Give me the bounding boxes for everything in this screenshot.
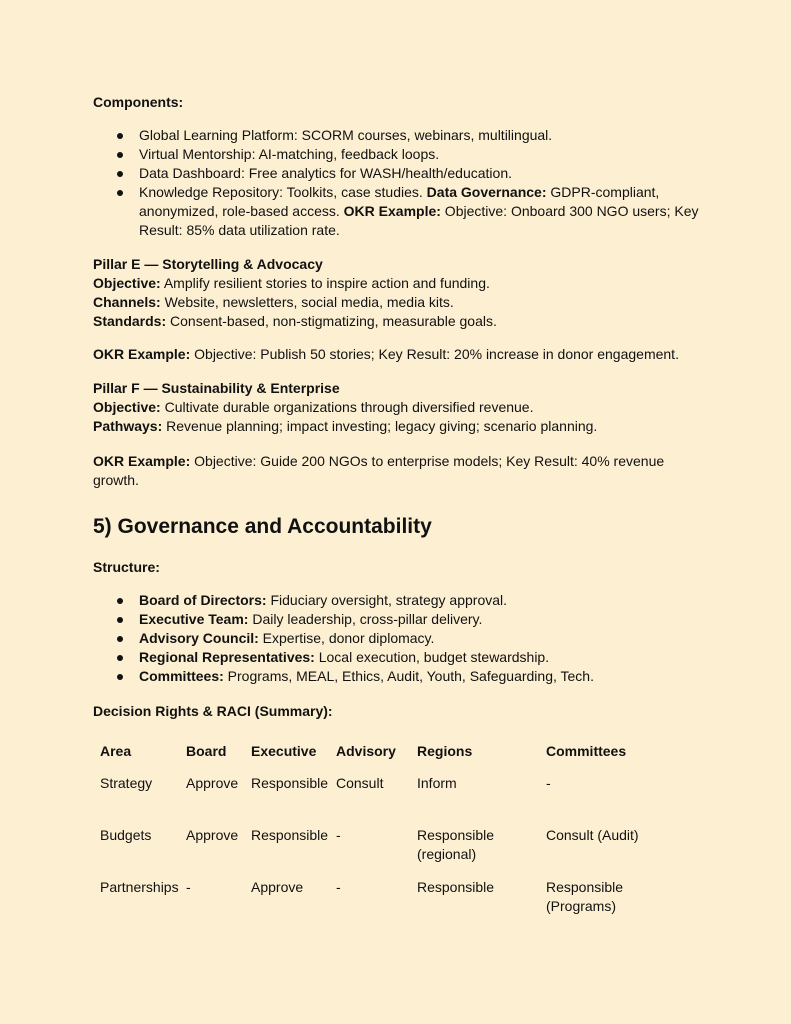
table-cell: Consult (Audit) [546, 827, 639, 843]
pillar-f-okr [93, 452, 691, 490]
pillar-e-standards [93, 312, 701, 331]
okr-text: Objective: Publish 50 stories; Key Result: 20% increase in donor engagement. [190, 346, 679, 362]
table-cell: Responsible (regional) [417, 827, 495, 862]
pillar-e-section [93, 255, 701, 331]
table-cell: Budgets [100, 827, 152, 843]
components-heading: Components: [93, 94, 184, 110]
list-item: Virtual Mentorship: AI-matching, feedback loops. [93, 145, 701, 164]
list-item-text: Fiduciary oversight, strategy approval. [266, 592, 508, 608]
list-item-text: Programs, MEAL, Ethics, Audit, Youth, Safeguarding, Tech. [223, 668, 594, 684]
raci-table [93, 740, 669, 930]
table-cell: Responsible [251, 775, 329, 791]
table-header-row [93, 740, 669, 774]
components-list [93, 126, 701, 240]
table-cell: Responsible [251, 827, 329, 843]
pillar-e-title: Pillar E — Storytelling & Advocacy [93, 256, 323, 272]
list-item-text: Local execution, budget stewardship. [314, 649, 550, 665]
list-item: Data Dashboard: Free analytics for WASH/health/education. [93, 164, 701, 183]
objective-label: Objective: [93, 399, 161, 415]
column-header: Executive [251, 743, 317, 759]
list-item-text: Knowledge Repository: Toolkits, case studies. [139, 184, 427, 200]
list-item [93, 610, 701, 629]
pillar-f-title: Pillar F — Sustainability & Enterprise [93, 380, 340, 396]
raci-heading: Decision Rights & RACI (Summary): [93, 703, 333, 719]
list-item [93, 648, 701, 667]
channels-label: Channels: [93, 294, 161, 310]
pillar-e-channels [93, 293, 701, 312]
table-cell: Approve [186, 827, 239, 843]
table-cell: - [546, 775, 551, 791]
okr-label: OKR Example: [93, 453, 191, 469]
objective-text: Cultivate durable organizations through diversified revenue. [160, 399, 534, 415]
list-item-label: Executive Team: [139, 611, 249, 627]
table-cell: Inform [417, 775, 457, 791]
column-header: Advisory [336, 743, 396, 759]
channels-text: Website, newsletters, social media, media kits. [160, 294, 454, 310]
pillar-e-okr [93, 345, 701, 364]
okr-label: OKR Example: [343, 203, 441, 219]
list-item-label: Regional Representatives: [139, 649, 315, 665]
table-cell: Approve [186, 775, 239, 791]
list-item [93, 591, 701, 610]
standards-label: Standards: [93, 313, 167, 329]
table-row [93, 774, 669, 826]
pillar-f-pathways [93, 417, 701, 436]
pathways-label: Pathways: [93, 418, 163, 434]
structure-heading: Structure: [93, 559, 160, 575]
pillar-e-objective [93, 274, 701, 293]
column-header: Area [100, 743, 132, 759]
table-cell: Strategy [100, 775, 153, 791]
table-cell: Consult [336, 775, 384, 791]
list-item [93, 629, 701, 648]
okr-text: Objective: Onboard 300 NGO users; Key Result: 85% data utilization rate. [139, 203, 699, 238]
list-item-label: Advisory Council: [139, 630, 259, 646]
table-cell: - [336, 827, 341, 843]
table-row [93, 878, 669, 930]
table-cell: Responsible (Programs) [546, 879, 624, 914]
column-header: Board [186, 743, 227, 759]
okr-text: Objective: Guide 200 NGOs to enterprise models; Key Result: 40% revenue growth. [93, 453, 665, 488]
list-item-text: Daily leadership, cross-pillar delivery. [248, 611, 483, 627]
column-header: Committees [546, 743, 627, 759]
table-cell: Approve [251, 879, 304, 895]
list-item [93, 667, 701, 686]
table-cell: - [336, 879, 341, 895]
column-header: Regions [417, 743, 473, 759]
table-cell: Responsible [417, 879, 495, 895]
pathways-text: Revenue planning; impact investing; legacy giving; scenario planning. [162, 418, 598, 434]
table-cell: - [186, 879, 191, 895]
objective-text: Amplify resilient stories to inspire action and funding. [160, 275, 490, 291]
section-heading: 5) Governance and Accountability [93, 515, 432, 538]
pillar-f-section [93, 379, 701, 436]
standards-text: Consent-based, non-stigmatizing, measurable goals. [166, 313, 497, 329]
data-governance-label: Data Governance: [426, 184, 547, 200]
list-item [93, 183, 701, 240]
data-governance-text: GDPR-compliant, anonymized, role-based access. [139, 184, 660, 219]
list-item-label: Board of Directors: [139, 592, 267, 608]
objective-label: Objective: [93, 275, 161, 291]
list-item-text: Expertise, donor diplomacy. [258, 630, 435, 646]
pillar-f-objective [93, 398, 701, 417]
list-item: Global Learning Platform: SCORM courses, webinars, multilingual. [93, 126, 701, 145]
table-row [93, 826, 669, 878]
list-item-label: Committees: [139, 668, 224, 684]
structure-list [93, 591, 701, 686]
table-cell: Partnerships [100, 879, 179, 895]
okr-label: OKR Example: [93, 346, 191, 362]
